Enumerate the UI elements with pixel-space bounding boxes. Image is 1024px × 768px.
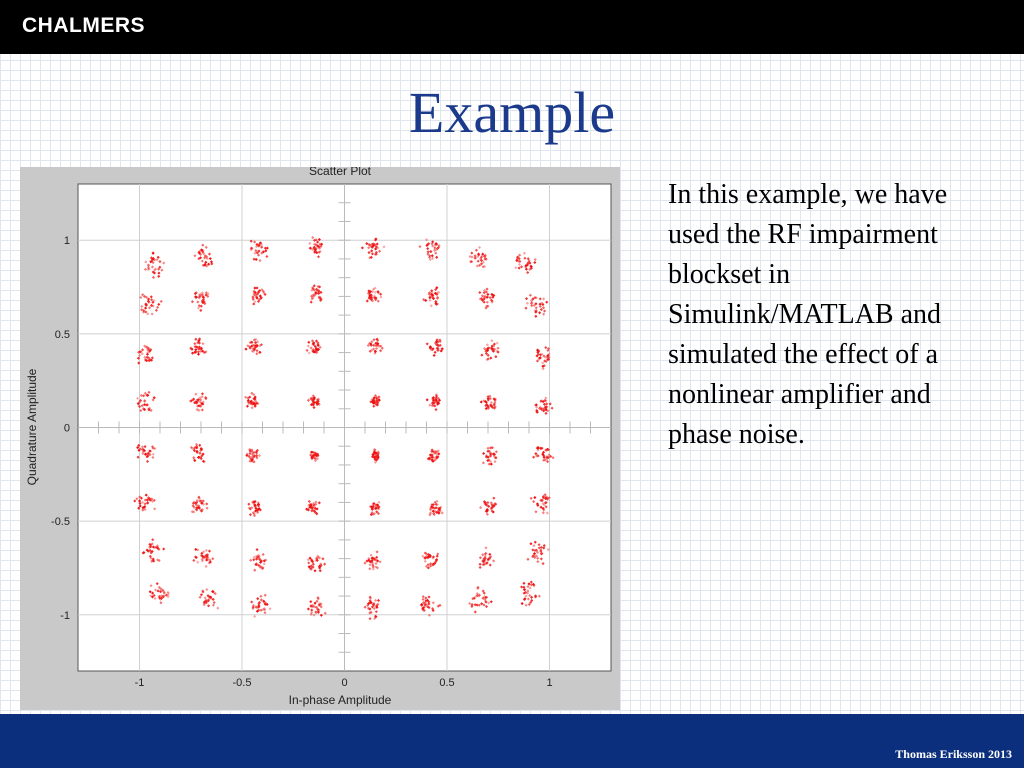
x-tick-label: -1 (134, 677, 145, 689)
footer-bar (0, 714, 1024, 768)
y-tick-label: 0 (63, 422, 70, 435)
y-axis-label: Quadrature Amplitude (25, 368, 39, 486)
x-tick-label: 0.5 (439, 677, 455, 689)
y-tick-label: 0.5 (54, 328, 70, 341)
slide-title: Example (408, 80, 616, 145)
header-bar (0, 0, 1024, 54)
chart-title: Scatter Plot (308, 167, 372, 178)
y-tick-label: -1 (60, 609, 70, 622)
footer-credit: Thomas Eriksson 2013 (895, 747, 1012, 761)
x-tick-label: -0.5 (232, 677, 252, 689)
y-tick-label: -0.5 (51, 516, 70, 529)
x-tick-label: 1 (546, 677, 553, 689)
scatter-plot-figure (20, 167, 620, 710)
x-tick-label: 0 (341, 677, 348, 689)
slide-body-text: In this example, we have used the RF impairment blockset in Simulink/MATLAB and simulated the effect of a nonlinear amplifier and phase noise. (668, 179, 948, 450)
x-axis-label: In-phase Amplitude (288, 693, 392, 707)
y-tick-label: 1 (63, 235, 70, 248)
chalmers-logo: CHALMERS (22, 14, 145, 37)
